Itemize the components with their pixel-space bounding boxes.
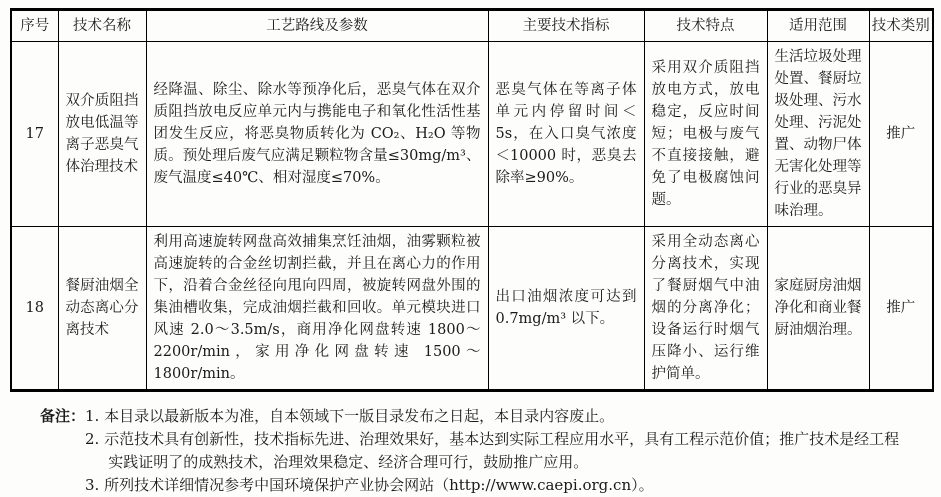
notes-section <box>40 405 904 497</box>
note-item-3: 3. 所列技术详细情况参考中国环境保护产业协会网站（http://www.caepi.org.cn）。 <box>85 476 654 494</box>
process-cell: 利用高速旋转网盘高效捕集烹饪油烟，油雾颗粒被高速旋转的合金丝切割拦截，并且在离心力的作用下，沿着合金丝径向甩向四周，被旋转网盘外围的集油槽收集，完成油烟拦截和回收。单元模块进口风速 2.0～3.5m/s，商用净化网盘转速 1800～2200r/min，家用净化网盘转速 1500～1800r/min。 <box>146 227 488 391</box>
scope-cell: 家庭厨房油烟净化和商业餐厨油烟治理。 <box>767 227 869 391</box>
notes-list <box>85 405 904 497</box>
col-header-indicators: 主要技术指标 <box>488 10 644 42</box>
col-header-features: 技术特点 <box>644 10 767 42</box>
technology-catalog-table <box>10 8 934 392</box>
col-header-scope: 适用范围 <box>767 10 869 42</box>
features-cell: 采用双介质阻挡放电方式，放电稳定，反应时间短；电极与废气不直接接触，避免了电极腐蚀问题。 <box>644 42 767 227</box>
indicators-cell: 出口油烟浓度可达到 0.7mg/m³ 以下。 <box>488 227 644 391</box>
features-cell: 采用全动态离心分离技术，实现了餐厨烟气中油烟的分离净化；设备运行时烟气压降小、运行维护简单。 <box>644 227 767 391</box>
table-row-17 <box>11 42 933 227</box>
scope-cell: 生活垃圾处理处置、餐厨垃圾处理、污水处理、污泥处置、动物尸体无害化处理等行业的恶臭异味治理。 <box>767 42 869 227</box>
category-cell: 推广 <box>869 227 933 391</box>
col-header-process: 工艺路线及参数 <box>146 10 488 42</box>
serial-cell: 17 <box>11 42 58 227</box>
header-row <box>11 10 933 42</box>
name-cell: 双介质阻挡放电低温等离子恶臭气体治理技术 <box>58 42 146 227</box>
col-header-category: 技术类别 <box>869 10 933 42</box>
indicators-cell: 恶臭气体在等离子体单元内停留时间＜5s，在入口臭气浓度＜10000 时，恶臭去除率≥90%。 <box>488 42 644 227</box>
serial-cell: 18 <box>11 227 58 391</box>
category-cell: 推广 <box>869 42 933 227</box>
note-item-2: 2. 示范技术具有创新性，技术指标先进、治理效果好，基本达到实际工程应用水平，具有工程示范价值；推广技术是经工程实践证明了的成熟技术，治理效果稳定、经济合理可行，鼓励推广应用。 <box>85 430 900 471</box>
table-row-18 <box>11 227 933 391</box>
col-header-serial: 序号 <box>11 10 58 42</box>
note-item-1: 1. 本目录以最新版本为准，自本领域下一版目录发布之日起，本目录内容废止。 <box>85 407 615 425</box>
notes-label: 备注： <box>40 407 86 425</box>
name-cell: 餐厨油烟全动态离心分离技术 <box>58 227 146 391</box>
col-header-name: 技术名称 <box>58 10 146 42</box>
process-cell: 经降温、除尘、除水等预净化后，恶臭气体在双介质阻挡放电反应单元内与携能电子和氧化性活性基团发生反应，将恶臭物质转化为 CO₂、H₂O 等物质。预处理后废气应满足颗粒物含量≤30mg/m³、废气温度≤40℃、相对湿度≤70%。 <box>146 42 488 227</box>
